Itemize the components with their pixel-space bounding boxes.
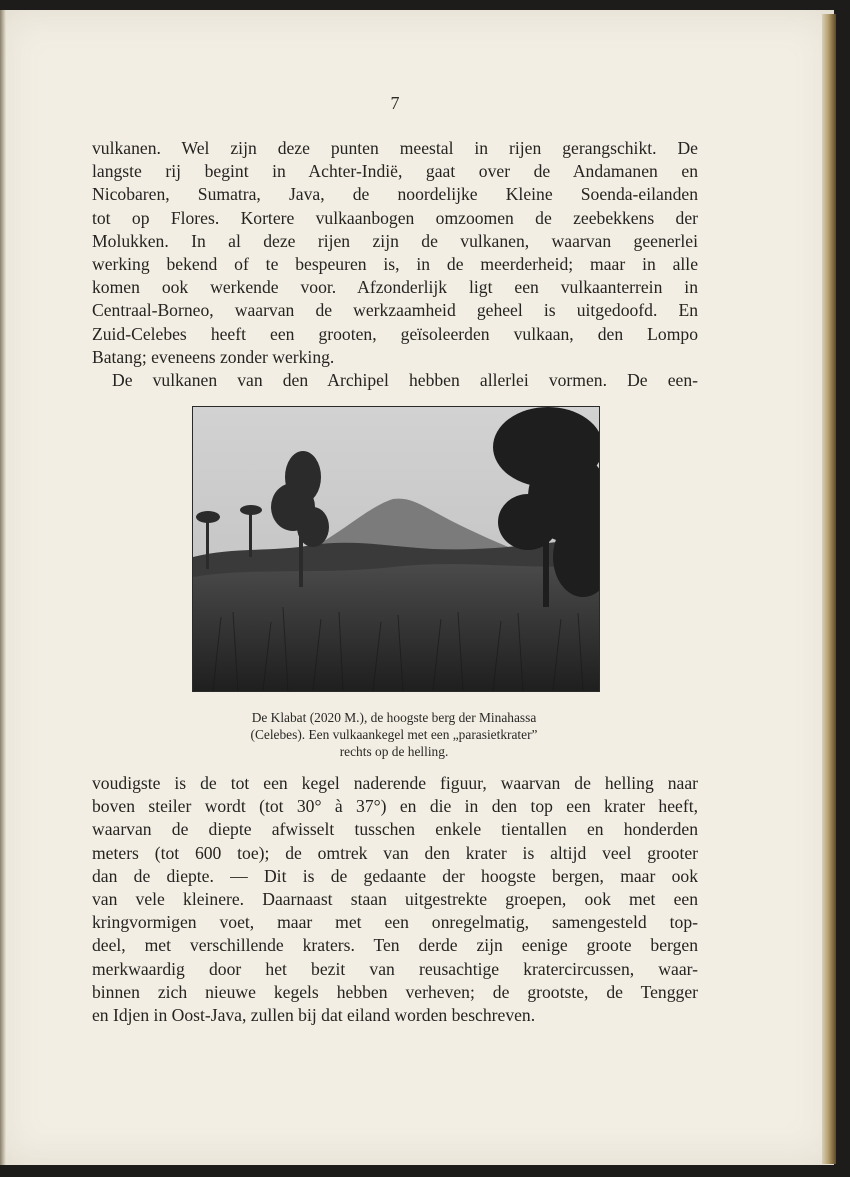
text-line: kringvormigen voet, maar met een onregelmatig, samengesteld top-	[92, 912, 698, 933]
text-line: werking bekend of te bespeuren is, in de meerderheid; maar in alle	[92, 254, 698, 275]
text-line: binnen zich nieuwe kegels hebben verheven; de grootste, de Tengger	[92, 981, 698, 1002]
text-line: Zuid-Celebes heeft een grooten, geïsoleerden vulkaan, den Lompo	[92, 323, 698, 344]
page-edge-right	[822, 14, 836, 1164]
caption-line: rechts op de helling.	[339, 744, 449, 759]
page-edge-left	[0, 10, 6, 1165]
text-line: boven steiler wordt (tot 30° à 37°) en die in den top een krater heeft,	[92, 796, 698, 817]
text-line: waarvan de diepte afwisselt tusschen enkele tientallen en honderden	[92, 819, 698, 840]
text-line: Batang; eveneens zonder werking.	[92, 346, 335, 367]
figure-caption	[180, 709, 608, 760]
text-line: voudigste is de tot een kegel naderende figuur, waarvan de helling naar	[92, 773, 698, 793]
text-line: en Idjen in Oost-Java, zullen bij dat eiland worden beschreven.	[92, 1005, 536, 1026]
paragraph-bottom	[92, 772, 698, 1027]
text-line: merkwaardig door het bezit van reusachtige kratercircussen, waar-	[92, 958, 698, 979]
text-line: meters (tot 600 toe); de omtrek van den krater is altijd veel grooter	[92, 842, 698, 863]
text-line: dan de diepte. — Dit is de gedaante der hoogste bergen, maar ook	[92, 865, 698, 886]
text-line: van vele kleinere. Daarnaast staan uitgestrekte groepen, ook met een	[92, 889, 698, 910]
text-line: tot op Flores. Kortere vulkaanbogen omzoomen de zeebekkens der	[92, 207, 698, 228]
text-line: Centraal-Borneo, waarvan de werkzaamheid geheel is uitgedoofd. En	[92, 300, 698, 321]
text-line: vulkanen. Wel zijn deze punten meestal in rijen gerangschikt. De	[92, 138, 698, 158]
caption-line: (Celebes). Een vulkaankegel met een „parasietkrater”	[250, 727, 538, 742]
text-line: langste rij begint in Achter-Indië, gaat over de Andamanen en	[92, 161, 698, 182]
text-line: komen ook werkende voor. Afzonderlijk ligt een vulkaanterrein in	[92, 277, 698, 298]
mountain-photograph	[192, 406, 600, 692]
text-line: Nicobaren, Sumatra, Java, de noordelijke Kleine Soenda-eilanden	[92, 184, 698, 205]
text-line: De vulkanen van den Archipel hebben allerlei vormen. De een-	[112, 370, 698, 391]
text-line: Molukken. In al deze rijen zijn de vulkanen, waarvan geenerlei	[92, 230, 698, 251]
caption-line: De Klabat (2020 M.), de hoogste berg der Minahassa	[251, 710, 537, 725]
text-line: deel, met verschillende kraters. Ten derde zijn eenige groote bergen	[92, 935, 698, 956]
page-number: 7	[390, 93, 400, 113]
landscape-illustration	[193, 407, 599, 691]
paragraph-top	[92, 137, 698, 392]
